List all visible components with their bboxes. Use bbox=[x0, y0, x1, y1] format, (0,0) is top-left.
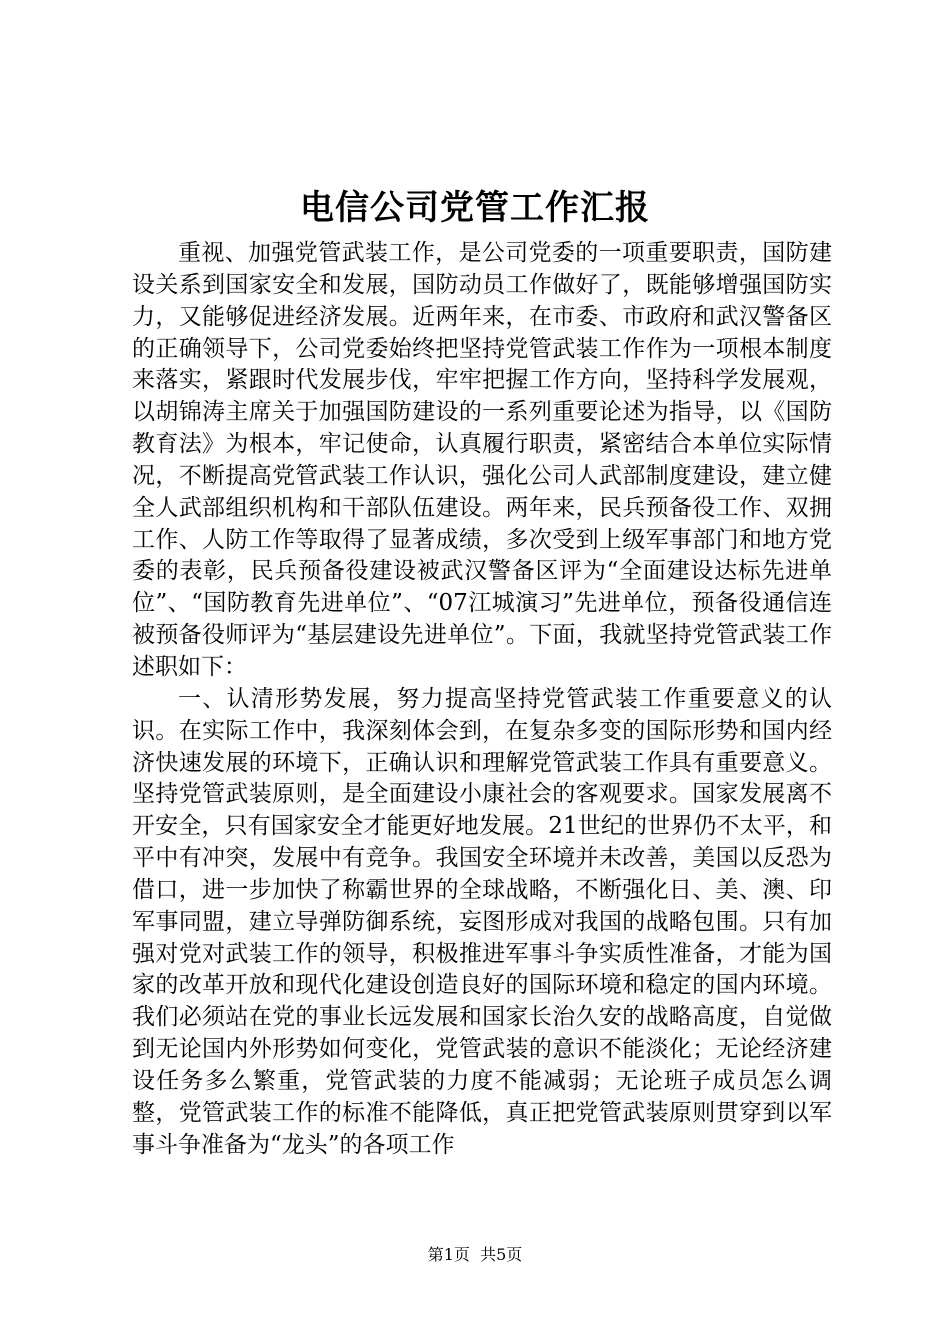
page-number-label: 第1页 共5页 bbox=[427, 1245, 523, 1264]
document-title: 电信公司党管工作汇报 bbox=[300, 188, 650, 228]
paragraph-intro: 重视、加强党管武装工作，是公司党委的一项重要职责，国防建设关系到国家安全和发展，国防动员工作做好了，既能够增强国防实力，又能够促进经济发展。近两年来，在市委、市政府和武汉警备区的正确领导下，公司党委始终把坚持党管武装工作作为一项根本制度来落实，紧跟时代发展步伐，牢牢把握工作方向，坚持科学发展观，以胡锦涛主席关于加强国防建设的一系列重要论述为指导，以《国防教育法》为根本，牢记使命，认真履行职责，紧密结合本单位实际情况，不断提高党管武装工作认识，强化公司人武部制度建设，建立健全人武部组织机构和干部队伍建设。两年来，民兵预备役工作、双拥工作、人防工作等取得了显著成绩，多次受到上级军事部门和地方党委的表彰，民兵预备役建设被武汉警备区评为“全面建设达标先进单位”、“国防教育先进单位”、“07江城演习”先进单位，预备役通信连被预备役师评为“基层建设先进单位”。下面，我就坚持党管武装工作述职如下： bbox=[132, 240, 832, 680]
paragraph-section-one: 一、认清形势发展，努力提高坚持党管武装工作重要意义的认识。在实际工作中，我深刻体会到，在复杂多变的国际形势和国内经济快速发展的环境下，正确认识和理解党管武装工作具有重要意义。坚持党管武装原则，是全面建设小康社会的客观要求。国家发展离不开安全，只有国家安全才能更好地发展。21世纪的世界仍不太平，和平中有冲突，发展中有竞争。我国安全环境并未改善，美国以反恐为借口，进一步加快了称霸世界的全球战略，不断强化日、美、澳、印军事同盟，建立导弹防御系统，妄图形成对我国的战略包围。只有加强对党对武装工作的领导，积极推进军事斗争实质性准备，才能为国家的改革开放和现代化建设创造良好的国际环境和稳定的国内环境。我们必须站在党的事业长远发展和国家长治久安的战略高度，自觉做到无论国内外形势如何变化，党管武装的意识不能淡化；无论经济建设任务多么繁重，党管武装的力度不能减弱；无论班子成员怎么调整，党管武装工作的标准不能降低，真正把党管武装原则贯穿到以军事斗争准备为“龙头”的各项工作 bbox=[132, 685, 832, 1158]
document-body bbox=[132, 238, 832, 1161]
page-footer bbox=[0, 1244, 950, 1266]
